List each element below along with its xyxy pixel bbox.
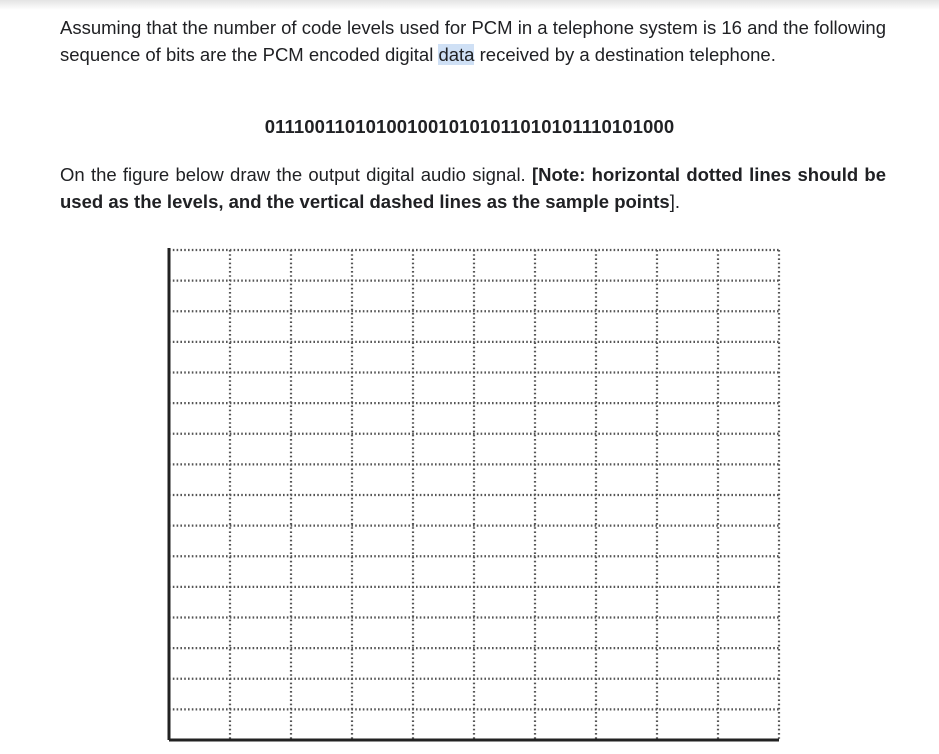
bit-sequence: 0111001101010010010101011010101110101000 bbox=[264, 116, 675, 137]
level-lines bbox=[169, 250, 779, 709]
signal-grid-figure bbox=[164, 244, 784, 744]
signal-grid[interactable] bbox=[164, 244, 784, 744]
question-intro-part-1: Assuming that the number of code levels used for PCM in a telephone system is 16 and the following sequence of bits are the PCM encoded digital bbox=[60, 17, 886, 65]
highlighted-word[interactable]: data bbox=[438, 44, 475, 65]
instruction-text: On the figure below draw the output digital audio signal. bbox=[60, 164, 532, 185]
question-intro-part-2: received by a destination telephone. bbox=[474, 44, 776, 65]
question-instruction bbox=[60, 161, 886, 215]
page-top-shadow bbox=[0, 0, 939, 10]
question-intro bbox=[60, 14, 886, 68]
note-bracket-close: ]. bbox=[669, 191, 680, 212]
instruction-note: Note: horizontal dotted lines should be used as the levels, and the vertical dashed lines as the sample points bbox=[60, 164, 886, 212]
note-bracket-open: [ bbox=[531, 164, 539, 185]
